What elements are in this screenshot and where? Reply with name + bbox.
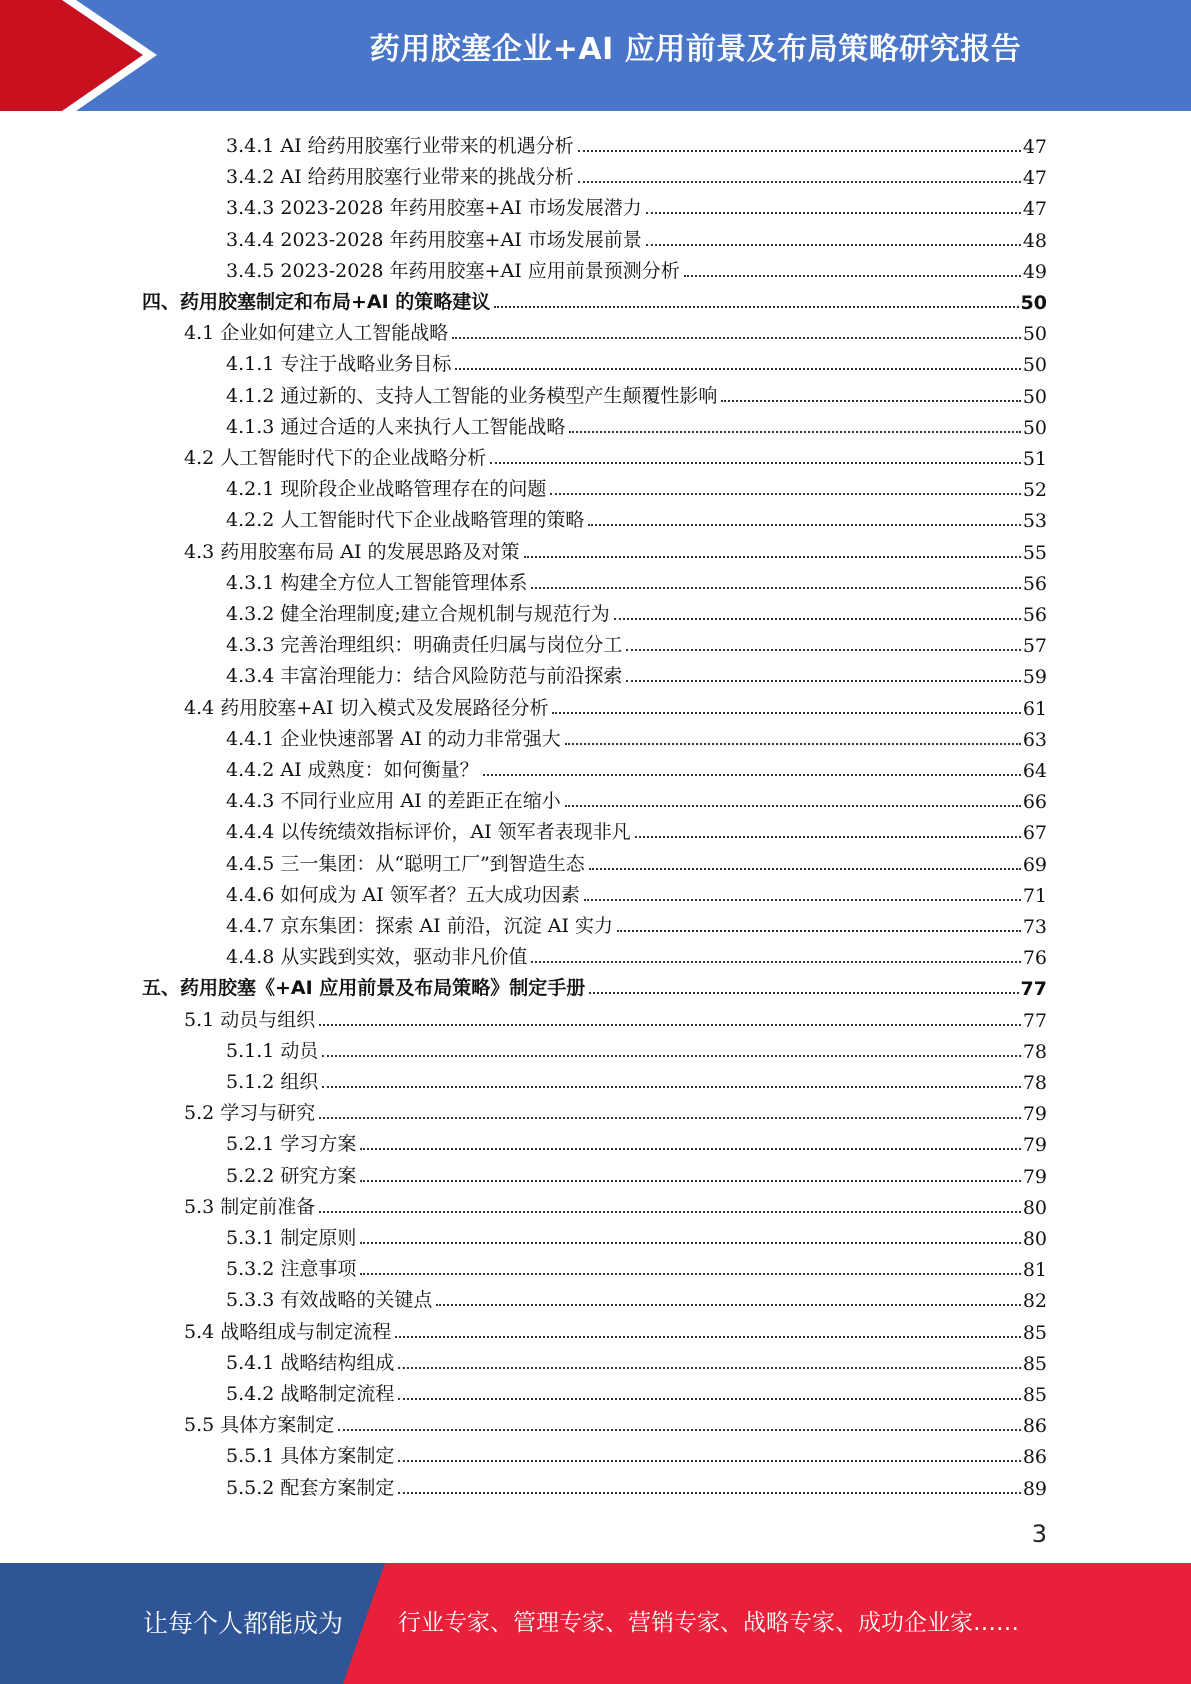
toc-entry-page: 49 bbox=[1022, 260, 1047, 283]
toc-entry[interactable] bbox=[226, 408, 1047, 439]
toc-entry[interactable] bbox=[226, 252, 1047, 283]
toc-entry-title: 4.1.1 专注于战略业务目标 bbox=[226, 353, 452, 376]
toc-entry[interactable] bbox=[226, 127, 1047, 158]
toc-entry-title: 5.3.3 有效战略的关键点 bbox=[226, 1289, 433, 1312]
toc-entry[interactable] bbox=[226, 1032, 1047, 1063]
toc-entry-title: 4.4.1 企业快速部署 AI 的动力非常强大 bbox=[226, 727, 561, 750]
toc-entry-title: 5.5.2 配套方案制定 bbox=[226, 1476, 395, 1499]
toc-entry-title: 5.2.1 学习方案 bbox=[226, 1133, 357, 1156]
toc-entry[interactable] bbox=[226, 1125, 1047, 1156]
toc-entry[interactable] bbox=[226, 657, 1047, 688]
toc-entry[interactable] bbox=[184, 439, 1047, 470]
toc-entry[interactable] bbox=[184, 314, 1047, 345]
toc-dot-leader bbox=[626, 680, 1020, 682]
toc-entry-page: 81 bbox=[1022, 1259, 1047, 1282]
toc-dot-leader bbox=[319, 1211, 1021, 1213]
toc-dot-leader bbox=[552, 712, 1020, 714]
toc-entry[interactable] bbox=[226, 595, 1047, 626]
toc-entry-title: 五、药用胶塞《+AI 应用前景及布局策略》制定手册 bbox=[142, 977, 586, 1000]
toc-entry[interactable] bbox=[226, 470, 1047, 501]
toc-entry-page: 51 bbox=[1022, 448, 1047, 470]
toc-entry-page: 47 bbox=[1022, 198, 1047, 221]
toc-entry-title: 5.5 具体方案制定 bbox=[184, 1414, 335, 1437]
toc-entry-page: 57 bbox=[1022, 635, 1047, 658]
toc-entry[interactable] bbox=[226, 1375, 1047, 1406]
toc-entry[interactable] bbox=[184, 1094, 1047, 1125]
toc-entry-page: 77 bbox=[1022, 1009, 1047, 1032]
toc-dot-leader bbox=[646, 212, 1021, 214]
toc-entry[interactable] bbox=[226, 1469, 1047, 1500]
toc-entry-page: 80 bbox=[1022, 1228, 1047, 1250]
toc-entry-page: 53 bbox=[1022, 510, 1047, 533]
toc-dot-leader bbox=[322, 1086, 1020, 1088]
toc-entry-title: 4.2 人工智能时代下的企业战略分析 bbox=[184, 447, 487, 469]
toc-dot-leader bbox=[360, 1242, 1020, 1244]
toc-entry-title: 四、药用胶塞制定和布局+AI 的策略建议 bbox=[142, 291, 491, 313]
toc-entry-title: 4.4.6 如何成为 AI 领军者？五大成功因素 bbox=[226, 883, 580, 906]
toc-dot-leader bbox=[483, 774, 1021, 776]
toc-entry[interactable] bbox=[226, 158, 1047, 189]
toc-dot-leader bbox=[319, 1024, 1021, 1026]
toc-entry[interactable] bbox=[226, 1344, 1047, 1375]
toc-entry-title: 3.4.1 AI 给药用胶塞行业带来的机遇分析 bbox=[226, 135, 574, 157]
toc-entry-title: 3.4.5 2023-2028 年药用胶塞+AI 应用前景预测分析 bbox=[226, 259, 680, 282]
toc-dot-leader bbox=[617, 930, 1021, 932]
toc-entry-page: 56 bbox=[1022, 572, 1047, 595]
toc-entry-page: 56 bbox=[1022, 604, 1047, 626]
toc-dot-leader bbox=[452, 337, 1021, 339]
toc-dot-leader bbox=[395, 1336, 1021, 1338]
toc-dot-leader bbox=[531, 587, 1020, 589]
toc-entry[interactable] bbox=[226, 564, 1047, 595]
toc-entry-page: 50 bbox=[1022, 416, 1047, 439]
toc-dot-leader bbox=[531, 961, 1020, 963]
toc-entry-title: 5.2.2 研究方案 bbox=[226, 1164, 357, 1187]
toc-entry-title: 3.4.2 AI 给药用胶塞行业带来的挑战分析 bbox=[226, 166, 574, 189]
toc-entry-page: 85 bbox=[1022, 1352, 1047, 1375]
toc-entry[interactable] bbox=[226, 626, 1047, 657]
toc-entry-page: 71 bbox=[1022, 884, 1047, 907]
toc-dot-leader bbox=[588, 524, 1020, 526]
toc-entry[interactable] bbox=[226, 1250, 1047, 1281]
toc-entry-page: 86 bbox=[1022, 1446, 1047, 1469]
toc-entry-page: 78 bbox=[1022, 1040, 1047, 1063]
footer-slogan: 让每个人都能成为 bbox=[143, 1609, 344, 1638]
toc-entry-title: 5.4.1 战略结构组成 bbox=[226, 1351, 395, 1374]
toc-dot-leader bbox=[360, 1273, 1020, 1275]
toc-entry-title: 5.3 制定前准备 bbox=[184, 1195, 316, 1218]
toc-entry-title: 4.4.2 AI 成熟度：如何衡量？ bbox=[226, 759, 479, 781]
toc-dot-leader bbox=[494, 306, 1018, 308]
toc-entry-page: 50 bbox=[1022, 385, 1047, 408]
toc-entry[interactable] bbox=[226, 938, 1047, 969]
toc-dot-leader bbox=[589, 868, 1021, 870]
toc-entry-page: 50 bbox=[1022, 323, 1047, 346]
footer-banner bbox=[0, 1563, 1191, 1684]
toc-dot-leader bbox=[398, 1460, 1020, 1462]
toc-entry[interactable] bbox=[142, 283, 1047, 314]
toc-dot-leader bbox=[578, 150, 1021, 152]
toc-entry[interactable] bbox=[226, 1063, 1047, 1094]
toc-entry-page: 52 bbox=[1022, 479, 1047, 502]
toc-dot-leader bbox=[565, 743, 1021, 745]
toc-entry[interactable] bbox=[226, 377, 1047, 408]
toc-entry-title: 4.1.2 通过新的、支持人工智能的业务模型产生颠覆性影响 bbox=[226, 384, 718, 407]
toc-dot-leader bbox=[569, 431, 1020, 433]
toc-dot-leader bbox=[614, 618, 1021, 620]
toc-entry-page: 80 bbox=[1022, 1196, 1047, 1219]
toc-entry-page: 79 bbox=[1022, 1165, 1047, 1188]
toc-entry-title: 4.2.2 人工智能时代下企业战略管理的策略 bbox=[226, 509, 585, 532]
toc-dot-leader bbox=[455, 368, 1020, 370]
toc-entry[interactable] bbox=[226, 845, 1047, 876]
toc-entry[interactable] bbox=[226, 1219, 1047, 1250]
toc-entry-title: 4.4.4 以传统绩效指标评价，AI 领军者表现非凡 bbox=[226, 821, 631, 844]
footer-expert-list: 行业专家、管理专家、营销专家、战略专家、成功企业家…… bbox=[398, 1610, 1019, 1636]
toc-entry[interactable] bbox=[142, 969, 1047, 1000]
toc-entry-title: 4.1.3 通过合适的人来执行人工智能战略 bbox=[226, 415, 566, 438]
toc-entry-title: 4.3.2 健全治理制度;建立合规机制与规范行为 bbox=[226, 603, 610, 625]
report-header bbox=[0, 0, 1191, 111]
toc-dot-leader bbox=[584, 899, 1021, 901]
toc-entry[interactable] bbox=[226, 1281, 1047, 1312]
toc-entry-title: 4.4 药用胶塞+AI 切入模式及发展路径分析 bbox=[184, 696, 549, 719]
toc-entry-page: 66 bbox=[1022, 791, 1047, 814]
toc-dot-leader bbox=[319, 1117, 1021, 1119]
toc-entry-page: 86 bbox=[1022, 1415, 1047, 1438]
toc-dot-leader bbox=[565, 805, 1021, 807]
page-number: 3 bbox=[1031, 1520, 1047, 1548]
toc-entry[interactable] bbox=[226, 907, 1047, 938]
toc-entry[interactable] bbox=[226, 720, 1047, 751]
toc-entry-page: 79 bbox=[1022, 1103, 1047, 1126]
toc-entry-title: 5.4 战略组成与制定流程 bbox=[184, 1320, 392, 1343]
toc-dot-leader bbox=[684, 275, 1021, 277]
toc-entry-page: 69 bbox=[1022, 853, 1047, 876]
toc-entry-page: 47 bbox=[1022, 167, 1047, 190]
toc-entry[interactable] bbox=[226, 751, 1047, 782]
toc-entry-title: 4.1 企业如何建立人工智能战略 bbox=[184, 322, 449, 345]
toc-entry-page: 50 bbox=[1020, 292, 1047, 314]
toc-dot-leader bbox=[490, 462, 1021, 464]
toc-entry[interactable] bbox=[226, 813, 1047, 844]
toc-entry-page: 61 bbox=[1022, 697, 1047, 720]
toc-dot-leader bbox=[589, 992, 1018, 994]
toc-entry-title: 5.4.2 战略制定流程 bbox=[226, 1383, 395, 1405]
toc-entry-title: 5.1.1 动员 bbox=[226, 1039, 319, 1062]
toc-entry-page: 67 bbox=[1022, 822, 1047, 845]
toc-entry-title: 4.4.3 不同行业应用 AI 的差距正在缩小 bbox=[226, 790, 561, 813]
toc-entry-page: 63 bbox=[1022, 728, 1047, 751]
toc-entry-title: 5.1.2 组织 bbox=[226, 1071, 319, 1093]
toc-entry-page: 50 bbox=[1022, 354, 1047, 377]
toc-entry-page: 85 bbox=[1022, 1384, 1047, 1406]
toc-dot-leader bbox=[338, 1429, 1021, 1431]
report-title: 药用胶塞企业+AI 应用前景及布局策略研究报告 bbox=[369, 32, 1022, 67]
toc-entry-page: 48 bbox=[1022, 229, 1047, 252]
toc-dot-leader bbox=[524, 556, 1021, 558]
toc-entry-title: 5.3.2 注意事项 bbox=[226, 1258, 357, 1281]
toc-entry[interactable] bbox=[226, 345, 1047, 376]
toc-entry-page: 77 bbox=[1020, 978, 1047, 1001]
toc-dot-leader bbox=[626, 649, 1020, 651]
toc-entry[interactable] bbox=[184, 1001, 1047, 1032]
toc-dot-leader bbox=[360, 1180, 1020, 1182]
toc-entry-title: 3.4.3 2023-2028 年药用胶塞+AI 市场发展潜力 bbox=[226, 197, 642, 220]
toc-entry-page: 59 bbox=[1022, 666, 1047, 689]
toc-entry-page: 78 bbox=[1022, 1072, 1047, 1094]
toc-entry[interactable] bbox=[184, 1188, 1047, 1219]
toc-dot-leader bbox=[398, 1492, 1020, 1494]
toc-entry-page: 47 bbox=[1022, 136, 1047, 158]
toc-entry-title: 5.1 动员与组织 bbox=[184, 1008, 316, 1031]
toc-dot-leader bbox=[360, 1148, 1020, 1150]
toc-entry-page: 55 bbox=[1022, 541, 1047, 564]
toc-dot-leader bbox=[635, 836, 1021, 838]
toc-dot-leader bbox=[646, 244, 1021, 246]
toc-entry[interactable] bbox=[226, 1437, 1047, 1468]
toc-entry[interactable] bbox=[226, 189, 1047, 220]
toc-entry-page: 89 bbox=[1022, 1477, 1047, 1500]
toc-entry-title: 4.3 药用胶塞布局 AI 的发展思路及对策 bbox=[184, 540, 520, 563]
toc-entry-title: 5.3.1 制定原则 bbox=[226, 1227, 357, 1249]
toc-entry[interactable] bbox=[184, 1313, 1047, 1344]
toc-entry[interactable] bbox=[226, 782, 1047, 813]
toc-entry-title: 4.4.5 三一集团：从“聪明工厂”到智造生态 bbox=[226, 852, 585, 875]
toc-dot-leader bbox=[578, 181, 1021, 183]
toc-dot-leader bbox=[721, 400, 1020, 402]
toc-entry-page: 79 bbox=[1022, 1134, 1047, 1157]
toc-entry[interactable] bbox=[226, 221, 1047, 252]
toc-entry-title: 4.3.1 构建全方位人工智能管理体系 bbox=[226, 571, 528, 594]
toc-entry-page: 85 bbox=[1022, 1321, 1047, 1344]
toc-entry-page: 64 bbox=[1022, 760, 1047, 782]
toc-entry[interactable] bbox=[184, 533, 1047, 564]
toc-dot-leader bbox=[398, 1398, 1020, 1400]
toc-entry-page: 73 bbox=[1022, 916, 1047, 938]
toc-entry-page: 76 bbox=[1022, 947, 1047, 970]
toc-dot-leader bbox=[436, 1304, 1020, 1306]
toc-entry[interactable] bbox=[226, 1157, 1047, 1188]
toc-entry-title: 4.3.4 丰富治理能力：结合风险防范与前沿探索 bbox=[226, 665, 623, 688]
toc-entry-title: 4.3.3 完善治理组织：明确责任归属与岗位分工 bbox=[226, 634, 623, 657]
toc-entry[interactable] bbox=[226, 876, 1047, 907]
toc-entry[interactable] bbox=[226, 501, 1047, 532]
toc-entry[interactable] bbox=[184, 1406, 1047, 1437]
toc-entry-title: 3.4.4 2023-2028 年药用胶塞+AI 市场发展前景 bbox=[226, 228, 642, 251]
toc-dot-leader bbox=[550, 493, 1020, 495]
toc-dot-leader bbox=[398, 1367, 1020, 1369]
toc-entry-page: 82 bbox=[1022, 1290, 1047, 1313]
toc-entry-title: 5.5.1 具体方案制定 bbox=[226, 1445, 395, 1468]
toc-entry-title: 4.2.1 现阶段企业战略管理存在的问题 bbox=[226, 478, 547, 501]
toc-entry-title: 4.4.7 京东集团：探索 AI 前沿，沉淀 AI 实力 bbox=[226, 915, 613, 937]
toc-entry-title: 4.4.8 从实践到实效，驱动非凡价值 bbox=[226, 946, 528, 969]
toc-entry[interactable] bbox=[184, 689, 1047, 720]
toc-entry-title: 5.2 学习与研究 bbox=[184, 1102, 316, 1125]
toc-dot-leader bbox=[322, 1055, 1020, 1057]
